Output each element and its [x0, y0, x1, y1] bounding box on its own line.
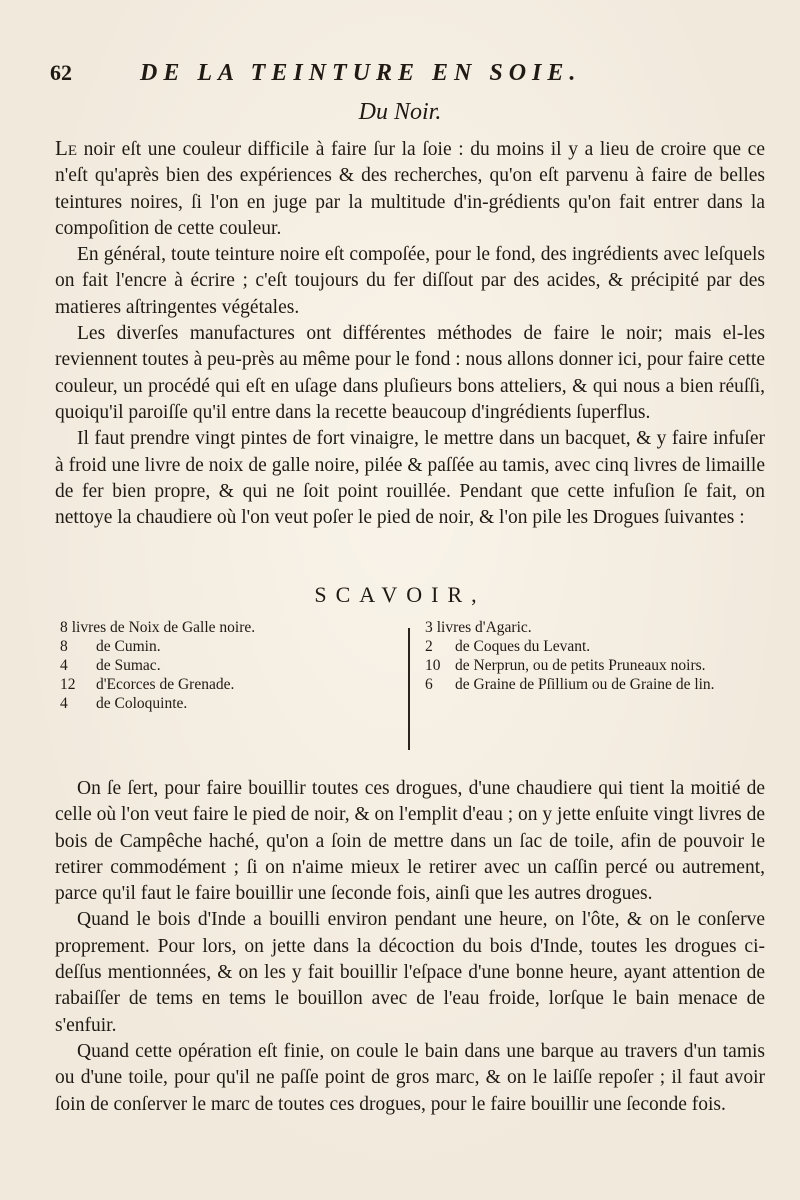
paragraph-5: On ſe ſert, pour faire bouillir toutes ces drogues, d'une chaudiere qui tient la moitié de celle où l'on veut faire le pied de noir, & on l'emplit d'eau ; on y jette enſuite vingt livres de bois de Campêche haché, qu'on a ſoin de mettre dans un ſac de toile, afin de pouvoir le retirer commodément ; ſi on n'aime mieux le retirer avec un caſſin percé ou autrement, parce qu'il faut le faire bouillir une ſeconde fois, ainſi que les autres drogues. [55, 778, 765, 905]
ingredient-lists [60, 618, 770, 768]
page-number: 62 [50, 60, 72, 85]
paragraph-text: noir eſt une couleur difficile à faire ſur la ſoie : du moins il y a lieu de croire que ce n'eſt qu'après bien des expériences & des recherches, qu'on eſt parvenu à faire de belles teintures noires, ſi l'on en juge par la multitude d'in-grédients qu'on fait entrer dans la compoſition de cette couleur. [55, 139, 765, 239]
paragraph-4: Il faut prendre vingt pintes de fort vinaigre, le mettre dans un bacquet, & y faire infuſer à froid une livre de noix de galle noire, pilée & paſſée au tamis, avec cinq livres de limaille de fer bien propre, & qui ne ſoit point rouillée. Pendant que cette infuſion ſe fait, on nettoye la chaudiere où l'on veut poſer le pied de noir, & l'on pile les Drogues ſuivantes : [55, 428, 765, 529]
ingredient-quantity: 6 [425, 676, 433, 693]
column-divider [408, 628, 410, 750]
ingredient-quantity: 12 [60, 676, 76, 693]
ingredient-quantity: 8 [60, 638, 68, 655]
ingredient-name: de Coques du Levant. [455, 638, 591, 655]
ingredient-name: de Cumin. [96, 638, 161, 655]
scavoir-heading: SCAVOIR, [314, 582, 486, 607]
ingredient-quantity: 4 [60, 695, 68, 712]
ingredient-name: de Graine de Pſillium ou de Graine de lin. [455, 676, 715, 693]
ingredient-name: de Sumac. [96, 657, 161, 674]
list-item [60, 618, 380, 637]
text-block-before-list [55, 135, 765, 531]
ingredient-quantity: 4 [60, 657, 68, 674]
list-item [60, 637, 380, 656]
paragraph-2: En général, toute teinture noire eſt compoſée, pour le fond, des ingrédients avec leſquels on fait l'encre à écrire ; c'eſt toujours du fer diſſout par des acides, & précipité par des matieres aſtringentes végétales. [55, 244, 765, 318]
paragraph-3: Les diverſes manufactures ont différentes méthodes de faire le noir; mais el-les reviennent toutes à peu-près au même pour le fond : nous allons donner ici, pour faire cette couleur, un procédé qui eſt en uſage dans pluſieurs bons atteliers, & qui nous a bien réuſſi, quoiqu'il paroiſſe qu'il entre dans la recette beaucoup d'ingrédients ſuperflus. [55, 323, 765, 423]
ingredient-name: livres d'Agaric. [436, 619, 532, 636]
ingredient-name: de Coloquinte. [96, 695, 188, 712]
ingredient-name: d'Ecorces de Grenade. [96, 676, 235, 693]
paragraph-6: Quand le bois d'Inde a bouilli environ pendant une heure, on l'ôte, & on le conſerve proprement. Pour lors, on jette dans la décoction du bois d'Inde, toutes les drogues ci-deſſus mentionnées, & on les y fait bouillir l'eſpace d'une bonne heure, ayant attention de rabaiſſer de tems en tems le bouillon avec de l'eau froide, lorſque le bain menace de s'enfuir. [55, 909, 765, 1036]
ingredient-quantity: 8 [60, 619, 68, 636]
paragraph-7: Quand cette opération eſt finie, on coule le bain dans une barque au travers d'un tamis ou d'une toile, pour qu'il ne paſſe point de gros marc, & on le laiſſe repoſer ; il faut avoir ſoin de conſerver le marc de toutes ces drogues, pour le faire bouillir une ſeconde fois. [55, 1040, 765, 1115]
running-title: DE LA TEINTURE EN SOIE. [140, 60, 582, 86]
list-item [60, 675, 380, 694]
ingredient-list-right [425, 618, 770, 694]
list-item [425, 637, 770, 656]
list-item [425, 675, 770, 694]
ingredient-quantity: 3 [425, 619, 433, 636]
ingredient-name: livres de Noix de Galle noire. [71, 619, 256, 636]
ingredient-quantity: 2 [425, 638, 433, 655]
list-item [425, 618, 770, 637]
list-item [60, 656, 380, 675]
paragraph-lead-word: Le [55, 136, 77, 160]
list-item [60, 694, 380, 713]
ingredient-list-left [60, 618, 380, 713]
ingredient-name: de Nerprun, ou de petits Pruneaux noirs. [455, 657, 706, 674]
running-head [50, 60, 765, 90]
paragraph-1 [55, 135, 765, 242]
ingredient-quantity: 10 [425, 657, 441, 674]
list-item [425, 656, 770, 675]
text-block-after-list [55, 776, 765, 1118]
section-title: Du Noir. [358, 99, 442, 125]
